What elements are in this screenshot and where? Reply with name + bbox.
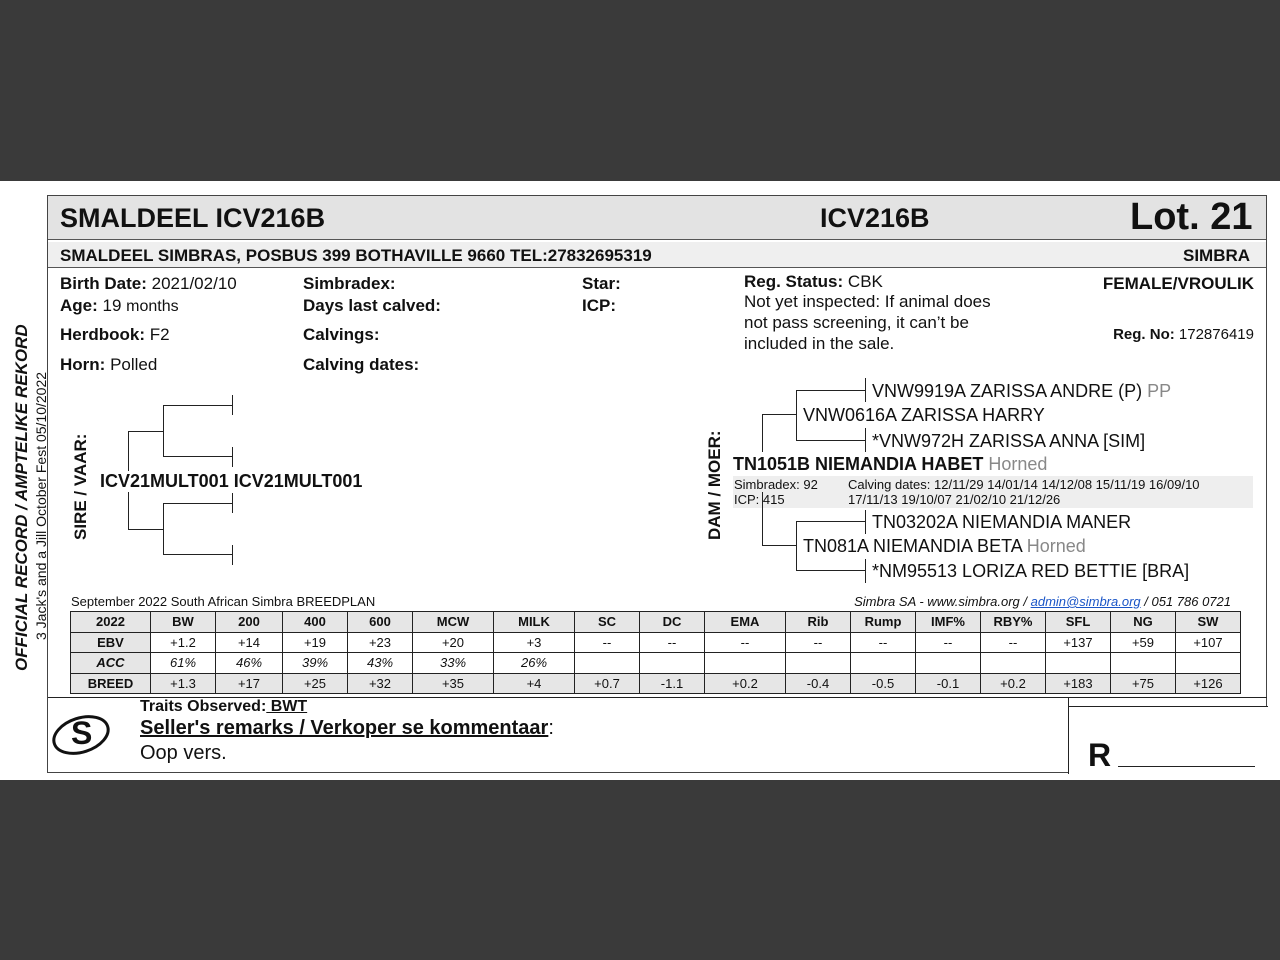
sex: FEMALE/VROULIK	[1102, 274, 1254, 293]
ebv-cell: +137	[1046, 632, 1111, 653]
ebv-header-label: 2022	[71, 612, 151, 633]
sire-tree-lower-branch	[163, 503, 233, 555]
price-box-edge	[1068, 697, 1069, 707]
dam-dam-sire: TN03202A NIEMANDIA MANER	[872, 512, 1132, 532]
acc-cell	[916, 653, 981, 674]
breedplan-contact: Simbra SA - www.simbra.org / admin@simbra.org / 051 786 0721	[854, 594, 1231, 609]
ebv-label: EBV	[71, 632, 151, 653]
ebv-cell: --	[575, 632, 640, 653]
breed-cell: +25	[283, 673, 348, 694]
sire-tree-tick	[232, 395, 233, 415]
lot-number: Lot. 21	[1130, 196, 1253, 238]
ebv-cell: +1.2	[151, 632, 216, 653]
ebv-cell: +107	[1176, 632, 1241, 653]
ebv-header-cell: 600	[348, 612, 413, 633]
acc-label: ACC	[71, 653, 151, 674]
days-last-calved-label: Days last calved:	[303, 296, 441, 315]
simbradex-label: Simbradex:	[303, 274, 396, 293]
icp-label: ICP:	[582, 296, 616, 315]
ebv-header-cell: NG	[1111, 612, 1176, 633]
acc-cell	[640, 653, 705, 674]
breed-cell: -0.5	[851, 673, 916, 694]
breed-cell: -0.4	[786, 673, 851, 694]
acc-cell: 26%	[494, 653, 575, 674]
ebv-table	[70, 611, 1241, 694]
simbra-logo-icon	[48, 706, 118, 762]
breedplan-title: September 2022 South African Simbra BREEDPLAN	[71, 594, 376, 609]
sire-tree-tick	[232, 447, 233, 467]
ebv-cell: +19	[283, 632, 348, 653]
ebv-header-cell: MILK	[494, 612, 575, 633]
acc-cell	[1111, 653, 1176, 674]
price-line[interactable]	[1118, 766, 1255, 767]
ebv-header-cell: Rump	[851, 612, 916, 633]
dam-tree-tick	[865, 559, 866, 583]
dam-sire: VNW0616A ZARISSA HARRY	[803, 405, 1045, 425]
breeder-info: SMALDEEL SIMBRAS, POSBUS 399 BOTHAVILLE 9660 TEL:27832695319	[60, 246, 652, 265]
ebv-header-cell: DC	[640, 612, 705, 633]
ebv-header-cell: MCW	[413, 612, 494, 633]
animal-name: SMALDEEL ICV216B	[60, 203, 326, 233]
sire-tree-upper-branch	[163, 405, 233, 457]
sire-tree-upper	[128, 431, 163, 471]
breed-cell: +183	[1046, 673, 1111, 694]
remarks-text: Oop vers.	[140, 742, 227, 764]
ebv-header-cell: EMA	[705, 612, 786, 633]
remarks-heading: Seller's remarks / Verkoper se kommentaar:	[140, 717, 554, 739]
ebv-header-cell: SFL	[1046, 612, 1111, 633]
dam-tree-tick	[865, 510, 866, 534]
animal-id: ICV216B	[820, 203, 930, 233]
ebv-cell: +14	[216, 632, 283, 653]
ebv-header-cell: 200	[216, 612, 283, 633]
breed-cell: +35	[413, 673, 494, 694]
reg-number: Reg. No: 172876419	[1113, 326, 1254, 343]
ebv-cell: --	[916, 632, 981, 653]
dam-dam: TN081A NIEMANDIA BETA Horned	[803, 536, 1086, 556]
acc-cell	[575, 653, 640, 674]
ebv-header-cell: SW	[1176, 612, 1241, 633]
calving-dates-label: Calving dates:	[303, 355, 420, 374]
inspection-note-3: included in the sale.	[744, 334, 895, 353]
breed-label: BREED	[71, 673, 151, 694]
breed-cell: +4	[494, 673, 575, 694]
acc-cell: 46%	[216, 653, 283, 674]
acc-cell	[851, 653, 916, 674]
acc-cell	[1176, 653, 1241, 674]
acc-cell: 43%	[348, 653, 413, 674]
dam-tree-tick	[865, 428, 866, 452]
star-label: Star:	[582, 274, 621, 293]
sale-name: 3 Jack's and a Jill October Fest 05/10/2022	[33, 371, 49, 640]
ebv-header-cell: RBY%	[981, 612, 1046, 633]
dam-sire-sire: VNW9919A ZARISSA ANDRE (P) PP	[872, 381, 1172, 401]
ebv-cell: --	[786, 632, 851, 653]
ebv-header-row	[71, 612, 1241, 633]
sire-tree-tick	[232, 493, 233, 513]
inspection-note-1: Not yet inspected: If animal does	[744, 292, 991, 311]
reg-status: Reg. Status: CBK	[744, 272, 883, 291]
acc-cell: 39%	[283, 653, 348, 674]
traits-observed: Traits Observed: BWT	[140, 698, 308, 715]
dam-calving-dates-cont: 17/11/13 19/10/07 21/02/10 21/12/26	[848, 492, 1061, 507]
breed-cell: -0.1	[916, 673, 981, 694]
email-link[interactable]: admin@simbra.org	[1030, 594, 1141, 609]
ebv-cell: +59	[1111, 632, 1176, 653]
ebv-cell: +3	[494, 632, 575, 653]
inspection-note-2: not pass screening, it can’t be	[744, 313, 969, 332]
calvings-label: Calvings:	[303, 325, 380, 344]
dam-name: TN1051B NIEMANDIA HABET Horned	[733, 454, 1048, 474]
sire-label: SIRE / VAAR:	[71, 433, 90, 540]
dam-label: DAM / MOER:	[705, 430, 724, 540]
breed-cell: +75	[1111, 673, 1176, 694]
breed-name: SIMBRA	[1183, 246, 1251, 265]
sire-tree-lower	[128, 492, 163, 530]
dam-dam-dam: *NM95513 LORIZA RED BETTIE [BRA]	[872, 561, 1190, 581]
ebv-cell: +23	[348, 632, 413, 653]
acc-cell	[981, 653, 1046, 674]
ebv-cell: --	[705, 632, 786, 653]
ebv-cell: +20	[413, 632, 494, 653]
price-label: R	[1088, 737, 1112, 773]
dam-simbradex: Simbradex: 92	[734, 477, 818, 492]
ebv-row	[71, 632, 1241, 653]
breed-cell: +0.2	[705, 673, 786, 694]
ebv-cell: --	[640, 632, 705, 653]
herdbook: Herdbook: F2	[60, 325, 170, 344]
horn: Horn: Polled	[60, 355, 158, 374]
sire-tree-tick	[232, 545, 233, 565]
birth-date: Birth Date: 2021/02/10	[60, 274, 237, 293]
breed-cell: +126	[1176, 673, 1241, 694]
acc-cell	[705, 653, 786, 674]
ebv-cell: --	[981, 632, 1046, 653]
dam-sire-dam: *VNW972H ZARISSA ANNA [SIM]	[872, 431, 1146, 451]
ebv-header-cell: 400	[283, 612, 348, 633]
acc-cell: 61%	[151, 653, 216, 674]
ebv-header-cell: SC	[575, 612, 640, 633]
dam-calving-dates: Calving dates: 12/11/29 14/01/14 14/12/08 15/11/19 16/09/10	[848, 477, 1200, 492]
breed-cell: +0.2	[981, 673, 1046, 694]
logo-letter: S	[71, 715, 93, 751]
age: Age: 19 months	[60, 296, 179, 315]
breed-cell: +32	[348, 673, 413, 694]
dam-tree-tick	[865, 378, 866, 402]
breed-cell: +0.7	[575, 673, 640, 694]
acc-cell	[1046, 653, 1111, 674]
ebv-cell: --	[851, 632, 916, 653]
breed-cell: -1.1	[640, 673, 705, 694]
ebv-header-cell: Rib	[786, 612, 851, 633]
acc-cell	[786, 653, 851, 674]
breed-row	[71, 673, 1241, 694]
ebv-header-cell: BW	[151, 612, 216, 633]
dam-icp: ICP: 415	[734, 492, 785, 507]
breed-cell: +17	[216, 673, 283, 694]
sire-name: ICV21MULT001 ICV21MULT001	[100, 471, 363, 491]
breed-cell: +1.3	[151, 673, 216, 694]
official-record-label: OFFICIAL RECORD / AMPTELIKE REKORD	[12, 324, 31, 671]
dam-upper-link	[762, 414, 796, 452]
ebv-header-cell: IMF%	[916, 612, 981, 633]
acc-cell: 33%	[413, 653, 494, 674]
acc-row	[71, 653, 1241, 674]
